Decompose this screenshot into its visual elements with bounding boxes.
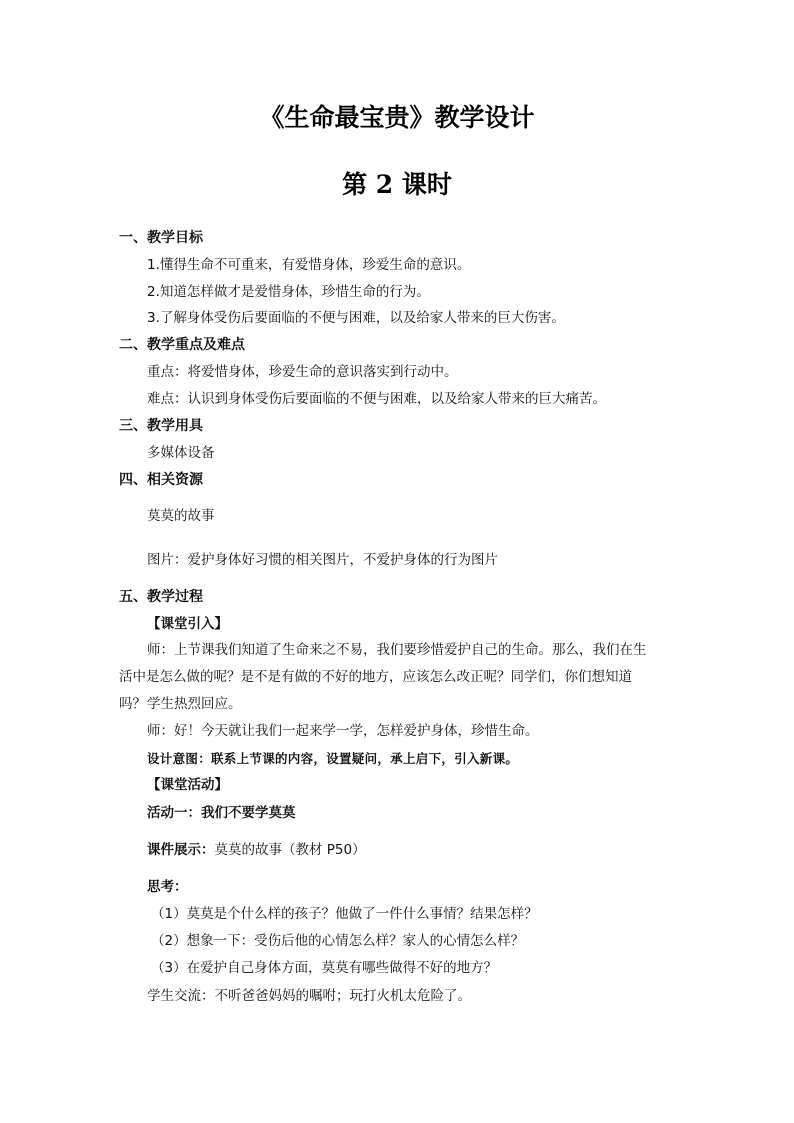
objective-item-3: 3.了解身体受伤后要面临的不便与困难，以及给家人带来的巨大伤害。 — [147, 310, 565, 326]
courseware-label: 课件展示： — [147, 842, 215, 858]
section-heading-resources: 四、相关资源 — [119, 472, 203, 488]
question-2: （2）想象一下：受伤后他的心情怎么样？家人的心情怎么样？ — [151, 933, 525, 949]
lesson-subtitle: 第 2 课时 — [342, 170, 452, 199]
teacher-line: 师：好！今天就让我们一起来学一学，怎样爱护身体，珍惜生命。 — [147, 723, 539, 739]
think-label: 思考： — [147, 879, 188, 895]
student-exchange: 学生交流：不听爸爸妈妈的嘱咐；玩打火机太危险了。 — [147, 988, 471, 1004]
courseware-text: 莫莫的故事（教材 P50） — [214, 842, 366, 858]
section-heading-key-points: 二、教学重点及难点 — [119, 337, 245, 353]
resource-item-pictures: 图片：爱护身体好习惯的相关图片，不爱护身体的行为图片 — [147, 552, 498, 568]
section-heading-process: 五、教学过程 — [119, 589, 203, 605]
tools-item: 多媒体设备 — [147, 445, 215, 461]
activity-one-title: 活动一：我们不要学莫莫 — [147, 805, 296, 821]
resource-item-story: 莫莫的故事 — [147, 508, 215, 524]
intro-paragraph: 师：上节课我们知道了生命来之不易，我们要珍惜爱护自己的生命。那么，我们在生活中是怎么做的呢？是不是有做的不好的地方，应该怎么改正呢？同学们，你们想知道吗？ — [119, 642, 647, 712]
intro-label: 【课堂引入】 — [147, 616, 228, 632]
design-note: 设计意图：联系上节课的内容，设置疑问，承上启下，引入新课。 — [147, 751, 519, 766]
question-3: （3）在爱护自己身体方面，莫莫有哪些做得不好的地方？ — [151, 960, 498, 976]
key-point-item: 重点：将爱惜身体，珍爱生命的意识落实到行动中。 — [147, 364, 458, 380]
activity-label: 【课堂活动】 — [147, 777, 228, 793]
section-heading-tools: 三、教学用具 — [119, 418, 203, 434]
difficulty-item: 难点：认识到身体受伤后要面临的不便与困难，以及给家人带来的巨大痛苦。 — [147, 391, 606, 407]
courseware-line — [147, 840, 366, 860]
objective-item-1: 1.懂得生命不可重来，有爱惜身体，珍爱生命的意识。 — [147, 257, 471, 273]
document-title: 《生命最宝贵》教学设计 — [259, 103, 535, 132]
question-1: （1）莫莫是个什么样的孩子？他做了一件什么事情？结果怎样？ — [151, 906, 538, 922]
objective-item-2: 2.知道怎样做才是爱惜身体，珍惜生命的行为。 — [147, 284, 430, 300]
section-heading-objectives: 一、教学目标 — [119, 230, 203, 246]
student-reply: 学生热烈回应。 — [147, 696, 242, 712]
